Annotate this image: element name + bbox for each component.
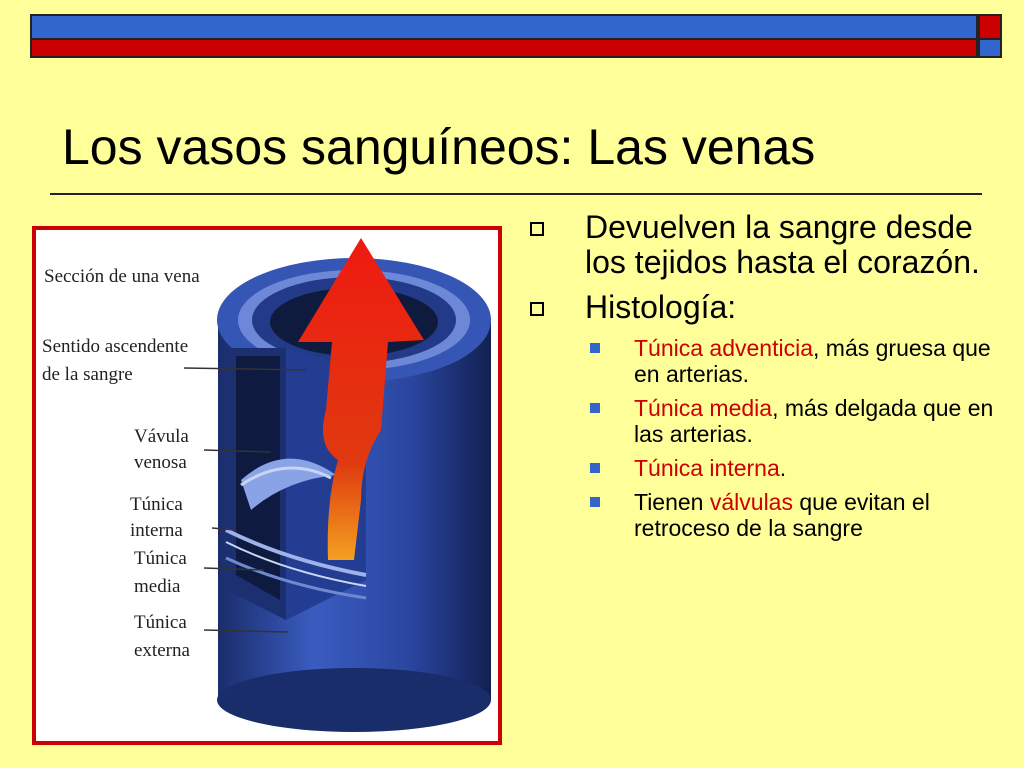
bullet-devuelven [530,210,1010,280]
vein-illustration [36,230,498,741]
label-seccion: Sección de una vena [44,266,200,287]
sub-bullet-text: , más delgada que en las arterias. [634,395,994,447]
title-underline [50,193,982,195]
sub-bullet-text: , más gruesa que en arterias. [634,335,991,387]
highlight-term: Túnica adventicia [634,335,813,361]
vein-section-figure [32,226,502,745]
filled-square-bullet-icon [590,463,600,473]
header-red-stripe [30,40,978,58]
label-media-1: Túnica [134,548,187,569]
label-externa-1: Túnica [134,612,187,633]
header-blue-square [978,40,1002,58]
hollow-square-bullet-icon [530,222,544,236]
sub-bullet-pre: Tienen [634,489,710,515]
filled-square-bullet-icon [590,343,600,353]
filled-square-bullet-icon [590,403,600,413]
header-decoration-bar [30,14,1002,58]
sub-bullet-text: . [779,455,787,481]
sub-bullet-valvulas [530,489,1010,541]
label-sentido-2: de la sangre [42,364,133,385]
sub-bullet-interna [530,455,1010,481]
label-interna-2: interna [130,520,183,541]
bullet-histologia [530,290,1010,325]
label-valvula-1: Vávula [134,426,189,447]
header-red-square [978,14,1002,40]
slide-content [530,210,1010,549]
bullet-text: Histología: [585,289,737,325]
header-blue-stripe [30,14,978,40]
label-media-2: media [134,576,181,597]
filled-square-bullet-icon [590,497,600,507]
label-sentido-1: Sentido ascendente [42,336,189,357]
label-externa-2: externa [134,640,190,661]
slide-title: Los vasos sanguíneos: Las venas [62,119,816,175]
highlight-term: válvulas [709,489,793,515]
sub-bullet-adventicia [530,335,1010,387]
sub-bullet-text: que evitan el retroceso de la sangre [634,489,930,541]
highlight-term: Túnica media [634,395,773,421]
label-interna-1: Túnica [130,494,183,515]
bullet-text: Devuelven la sangre desde los tejidos hasta el corazón. [585,209,980,280]
hollow-square-bullet-icon [530,302,544,316]
label-valvula-2: venosa [134,452,187,473]
sub-bullet-media [530,395,1010,447]
highlight-term: Túnica interna [634,455,780,481]
